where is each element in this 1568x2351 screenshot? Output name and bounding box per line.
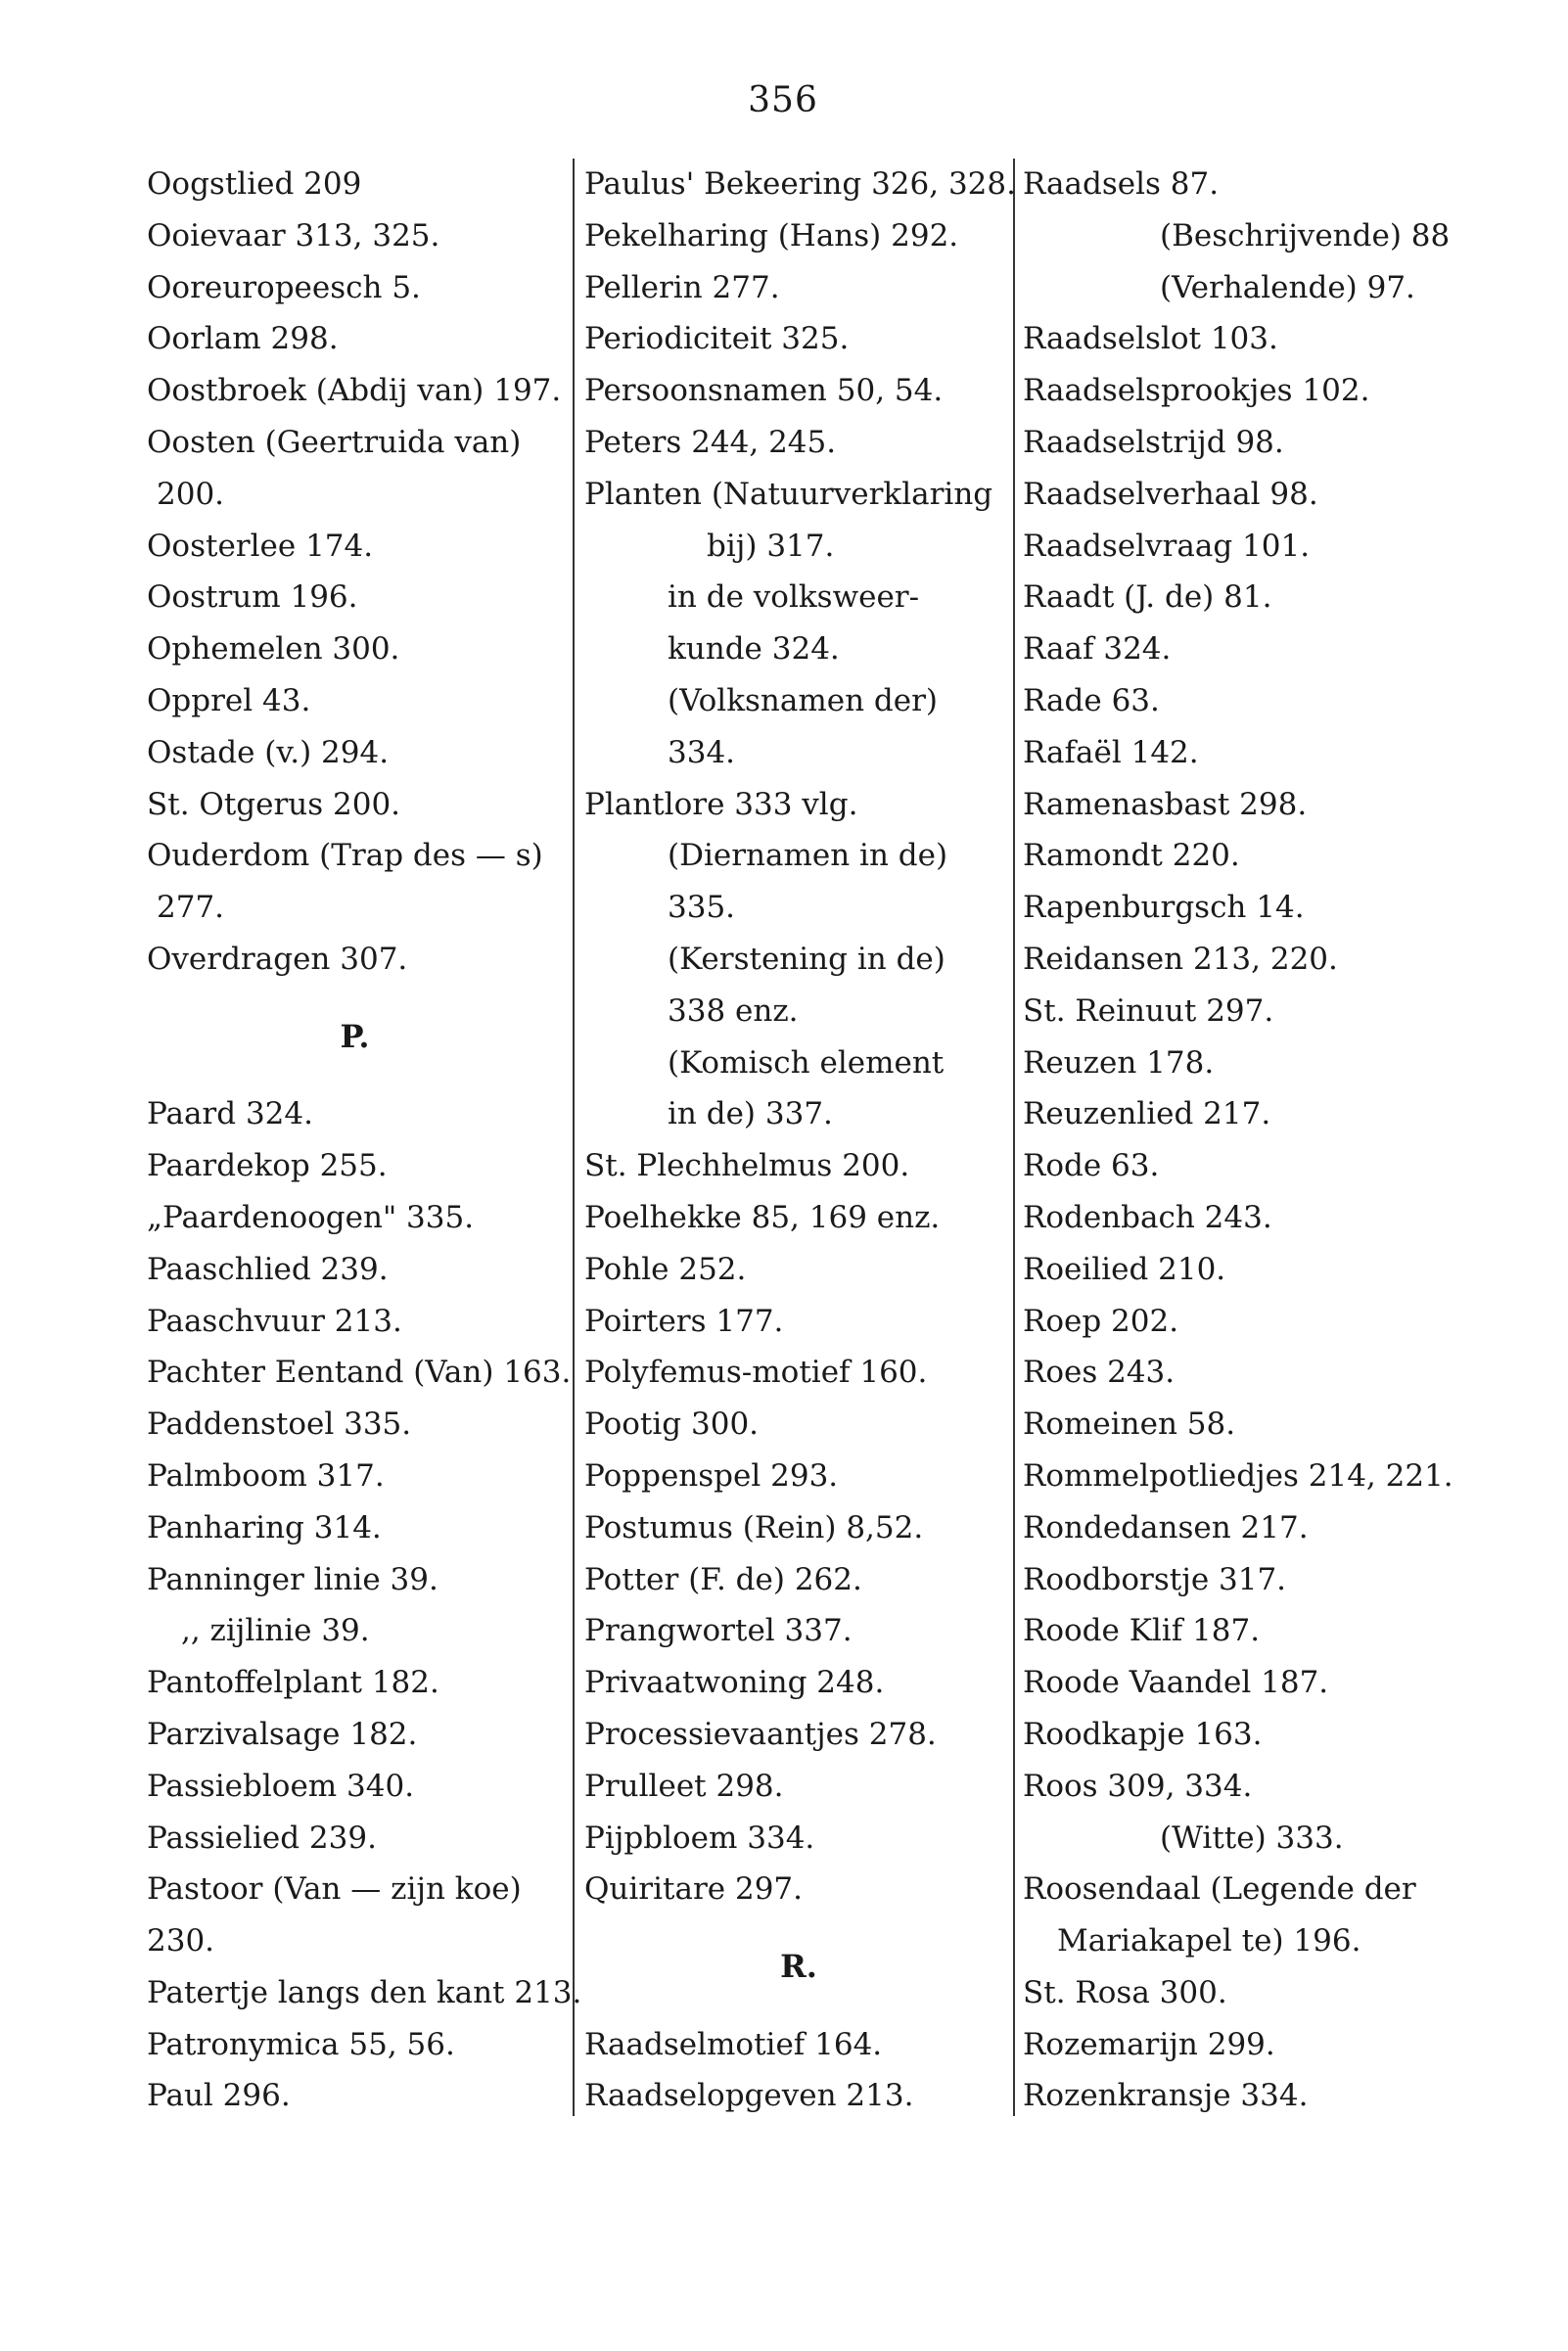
index-entry: Prulleet 298.	[584, 1768, 784, 1804]
index-entry: Roodkapje 163.	[1023, 1716, 1263, 1752]
index-entry: St. Plechhelmus 200.	[584, 1148, 910, 1184]
index-entry: bij) 317.	[707, 528, 835, 564]
index-entry: Raadselmotief 164.	[584, 2026, 883, 2062]
column-divider	[573, 159, 575, 2116]
index-entry: Paaschlied 239.	[147, 1251, 389, 1287]
index-entry: Mariakapel te) 196.	[1057, 1923, 1361, 1959]
index-entry: Rozenkransje 334.	[1023, 2078, 1309, 2114]
index-entry: Ooreuropeesch 5.	[147, 269, 421, 305]
index-entry: Plantlore 333 vlg.	[584, 786, 858, 822]
index-entry: Paulus' Bekeering 326, 328.	[584, 166, 1016, 202]
index-entry: Raadt (J. de) 81.	[1023, 579, 1272, 616]
index-entry: Passielied 239.	[147, 1820, 377, 1856]
index-entry: Pastoor (Van — zijn koe)	[147, 1871, 522, 1908]
index-entry: Roos 309, 334.	[1023, 1768, 1253, 1804]
section-heading: P.	[340, 1017, 370, 1055]
index-entry: ,, zijlinie 39.	[181, 1613, 370, 1649]
index-entry: Patronymica 55, 56.	[147, 2026, 455, 2062]
index-entry: Prangwortel 337.	[584, 1613, 853, 1649]
index-column-2	[584, 159, 1016, 2122]
index-entry: Raadselslot 103.	[1023, 321, 1278, 357]
index-entry: Roode Klif 187.	[1023, 1613, 1261, 1649]
index-entry: Roosendaal (Legende der	[1023, 1871, 1416, 1908]
index-entry: Panninger linie 39.	[147, 1561, 438, 1597]
index-entry: 338 enz.	[668, 992, 799, 1029]
index-entry: Paard 324.	[147, 1096, 313, 1132]
index-entry: Rommelpotliedjes 214, 221.	[1023, 1457, 1453, 1494]
index-entry: Roodborstje 317.	[1023, 1561, 1287, 1597]
index-entry: 334.	[668, 734, 736, 770]
index-entry: 277.	[157, 890, 225, 926]
index-entry: Processievaantjes 278.	[584, 1716, 937, 1752]
index-entry: (Volksnamen der)	[668, 682, 939, 718]
index-entry: Raadsels 87.	[1023, 166, 1220, 202]
index-entry: Palmboom 317.	[147, 1457, 385, 1494]
index-entry: Oostbroek (Abdij van) 197.	[147, 373, 562, 409]
index-entry: Quiritare 297.	[584, 1871, 804, 1908]
index-entry: Oorlam 298.	[147, 321, 339, 357]
index-entry: Parzivalsage 182.	[147, 1716, 418, 1752]
index-entry: Oogstlied 209	[147, 166, 362, 202]
index-entry: (Diernamen in de)	[668, 838, 948, 874]
index-entry: Pijpbloem 334.	[584, 1820, 815, 1856]
index-entry: Rozemarijn 299.	[1023, 2026, 1275, 2062]
index-entry: Oostrum 196.	[147, 579, 358, 616]
index-entry: Ooievaar 313, 325.	[147, 217, 440, 254]
index-entry: 230.	[147, 1923, 215, 1959]
index-entry: Raadselopgeven 213.	[584, 2078, 914, 2114]
index-entry: Paaschvuur 213.	[147, 1303, 402, 1339]
index-entry: Rapenburgsch 14.	[1023, 890, 1305, 926]
index-entry: Rafaël 142.	[1023, 734, 1199, 770]
index-entry: Panharing 314.	[147, 1509, 382, 1545]
index-entry: Pekelharing (Hans) 292.	[584, 217, 959, 254]
index-entry: (Beschrijvende) 88	[1160, 217, 1451, 254]
index-entry: Oosten (Geertruida van)	[147, 424, 522, 460]
index-entry: Persoonsnamen 50, 54.	[584, 373, 944, 409]
index-entry: St. Reinuut 297.	[1023, 992, 1274, 1029]
index-entry: Ostade (v.) 294.	[147, 734, 390, 770]
index-entry: Ramondt 220.	[1023, 838, 1240, 874]
index-entry: Pootig 300.	[584, 1406, 760, 1443]
index-entry: Passiebloem 340.	[147, 1768, 415, 1804]
index-entry: Roep 202.	[1023, 1303, 1179, 1339]
index-column-1	[147, 159, 582, 2122]
index-entry: Privaatwoning 248.	[584, 1665, 885, 1701]
section-heading: R.	[780, 1948, 817, 1986]
index-entry: Rodenbach 243.	[1023, 1199, 1272, 1235]
index-entry: Paddenstoel 335.	[147, 1406, 412, 1443]
index-entry: St. Rosa 300.	[1023, 1974, 1227, 2010]
index-entry: Ouderdom (Trap des — s)	[147, 838, 543, 874]
index-entry: Raadselstrijd 98.	[1023, 424, 1284, 460]
index-entry: 335.	[668, 890, 736, 926]
index-entry: Poelhekke 85, 169 enz.	[584, 1199, 941, 1235]
index-entry: Romeinen 58.	[1023, 1406, 1236, 1443]
index-entry: Pachter Eentand (Van) 163.	[147, 1355, 572, 1391]
index-entry: Polyfemus-motief 160.	[584, 1355, 928, 1391]
index-entry: „Paardenoogen" 335.	[147, 1199, 475, 1235]
index-entry: Raadselsprookjes 102.	[1023, 373, 1370, 409]
index-entry: Opprel 43.	[147, 682, 311, 718]
index-entry: Paardekop 255.	[147, 1148, 388, 1184]
index-entry: Oosterlee 174.	[147, 528, 374, 564]
index-entry: (Kerstening in de)	[668, 941, 945, 977]
index-entry: Periodiciteit 325.	[584, 321, 850, 357]
column-divider	[1013, 159, 1015, 2116]
index-entry: Planten (Natuurverklaring	[584, 476, 993, 512]
index-entry: in de volksweer-	[668, 579, 920, 616]
index-entry: Roode Vaandel 187.	[1023, 1665, 1329, 1701]
index-entry: Roeilied 210.	[1023, 1251, 1226, 1287]
index-entry: (Verhalende) 97.	[1160, 269, 1415, 305]
index-entry: Raadselverhaal 98.	[1023, 476, 1318, 512]
index-entry: Paul 296.	[147, 2078, 291, 2114]
index-entry: (Witte) 333.	[1160, 1820, 1344, 1856]
index-entry: Reuzen 178.	[1023, 1044, 1215, 1081]
index-entry: Poppenspel 293.	[584, 1457, 839, 1494]
index-column-3	[1023, 159, 1453, 2122]
index-entry: (Komisch element	[668, 1044, 945, 1081]
index-entry: Raadselvraag 101.	[1023, 528, 1311, 564]
index-entry: kunde 324.	[668, 631, 840, 668]
index-entry: Rondedansen 217.	[1023, 1509, 1309, 1545]
index-entry: Reidansen 213, 220.	[1023, 941, 1338, 977]
index-entry: Reuzenlied 217.	[1023, 1096, 1271, 1132]
index-entry: in de) 337.	[668, 1096, 833, 1132]
index-entry: Raaf 324.	[1023, 631, 1172, 668]
index-entry: Peters 244, 245.	[584, 424, 837, 460]
index-entry: Rode 63.	[1023, 1148, 1160, 1184]
index-entry: Pellerin 277.	[584, 269, 780, 305]
index-entry: Potter (F. de) 262.	[584, 1561, 862, 1597]
index-entry: 200.	[157, 476, 225, 512]
index-entry: Pantoffelplant 182.	[147, 1665, 439, 1701]
index-entry: St. Otgerus 200.	[147, 786, 401, 822]
index-entry: Roes 243.	[1023, 1355, 1176, 1391]
index-entry: Ramenasbast 298.	[1023, 786, 1308, 822]
index-entry: Poirters 177.	[584, 1303, 784, 1339]
index-entry: Pohle 252.	[584, 1251, 747, 1287]
page-number: 356	[748, 80, 818, 120]
index-entry: Postumus (Rein) 8,52.	[584, 1509, 924, 1545]
index-entry: Rade 63.	[1023, 682, 1160, 718]
index-entry: Ophemelen 300.	[147, 631, 400, 668]
index-entry: Overdragen 307.	[147, 941, 408, 977]
index-entry: Patertje langs den kant 213.	[147, 1974, 582, 2010]
